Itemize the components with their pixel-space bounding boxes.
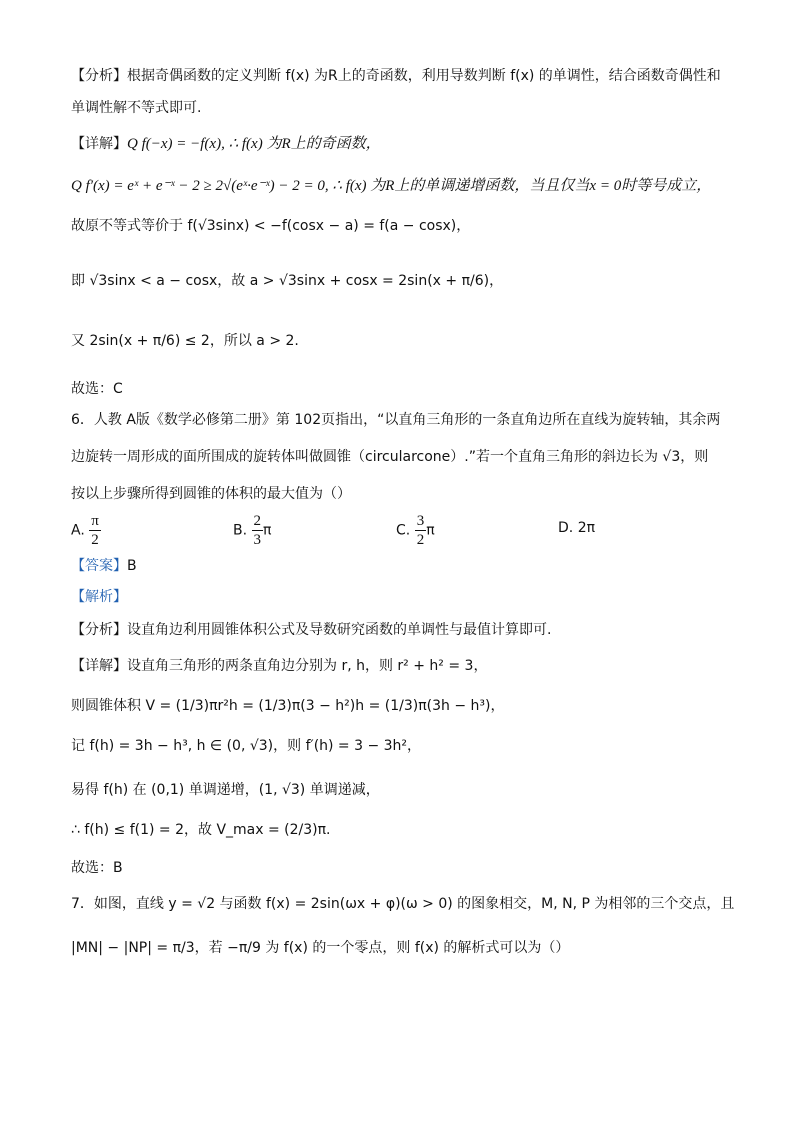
answer-choice-5: 故选：C xyxy=(71,381,123,397)
answer-line: 【答案】B xyxy=(71,558,137,574)
detail-line-1: 【详解】Q f(−x) = −f(x), ∴ f(x) 为R上的奇函数， xyxy=(71,136,381,152)
question-6-line-2: 边旋转一周形成的面所围成的旋转体叫做圆锥（circularcone）.”若一个直角三角形的斜边长为 √3，则 xyxy=(71,449,709,465)
question-7-line-2: |MN| − |NP| = π/3，若 −π/9 为 f(x) 的一个零点，则 f(x) 的解析式可以为（） xyxy=(71,940,570,956)
question-7-line-1: 7．如图，直线 y = √2 与函数 f(x) = 2sin(ωx + φ)(ω > 0) 的图象相交，M, N, P 为相邻的三个交点，且 xyxy=(71,896,735,912)
detail-line-5: 又 2sin(x + π/6) ≤ 2，所以 a > 2. xyxy=(71,333,299,349)
detail-6-line-2: 则圆锥体积 V = (1/3)πr²h = (1/3)π(3 − h²)h = (1/3)π(3h − h³)， xyxy=(71,698,505,714)
detail-line-3: 故原不等式等价于 f(√3sinx) < −f(cosx − a) = f(a − cosx)， xyxy=(71,218,471,234)
detail-6-line-5: ∴ f(h) ≤ f(1) = 2，故 V_max = (2/3)π. xyxy=(71,822,331,838)
detail-line-4: 即 √3sinx < a − cosx，故 a > √3sinx + cosx = 2sin(x + π/6)， xyxy=(71,273,504,289)
analysis-line-2: 单调性解不等式即可. xyxy=(71,100,202,116)
option-c: C. $\frac{3}{2}$ π xyxy=(396,513,435,548)
option-d: D. 2π xyxy=(558,520,596,536)
option-a: A. $\frac{\pi}{2}$ xyxy=(71,513,99,548)
question-6-line-1: 6．人教 A版《数学必修第二册》第 102页指出，“以直角三角形的一条直角边所在直线为旋转轴，其余两 xyxy=(71,412,721,428)
detail-6-line-1: 【详解】设直角三角形的两条直角边分别为 r, h，则 r² + h² = 3， xyxy=(71,658,488,674)
option-b: B. $\frac{2}{3}$ π xyxy=(233,513,272,548)
detail-6-line-3: 记 f(h) = 3h − h³, h ∈ (0, √3)，则 f′(h) = 3 − 3h²， xyxy=(71,738,422,754)
question-6-line-3: 按以上步骤所得到圆锥的体积的最大值为（） xyxy=(71,486,351,502)
detail-line-2: Q f′(x) = eˣ + e⁻ˣ − 2 ≥ 2√(eˣ·e⁻ˣ) − 2 = 0, ∴ f(x) 为R上的单调递增函数，当且仅当x = 0时等号成立， xyxy=(71,178,712,194)
answer-choice-6: 故选：B xyxy=(71,860,123,876)
solution-heading: 【解析】 xyxy=(71,589,127,605)
detail-6-line-4: 易得 f(h) 在 (0,1) 单调递增，(1, √3) 单调递减， xyxy=(71,782,380,798)
analysis-6: 【分析】设直角边利用圆锥体积公式及导数研究函数的单调性与最值计算即可. xyxy=(71,622,552,638)
analysis-line-1: 【分析】根据奇偶函数的定义判断 f(x) 为R上的奇函数，利用导数判断 f(x) 的单调性，结合函数奇偶性和 xyxy=(71,68,721,84)
